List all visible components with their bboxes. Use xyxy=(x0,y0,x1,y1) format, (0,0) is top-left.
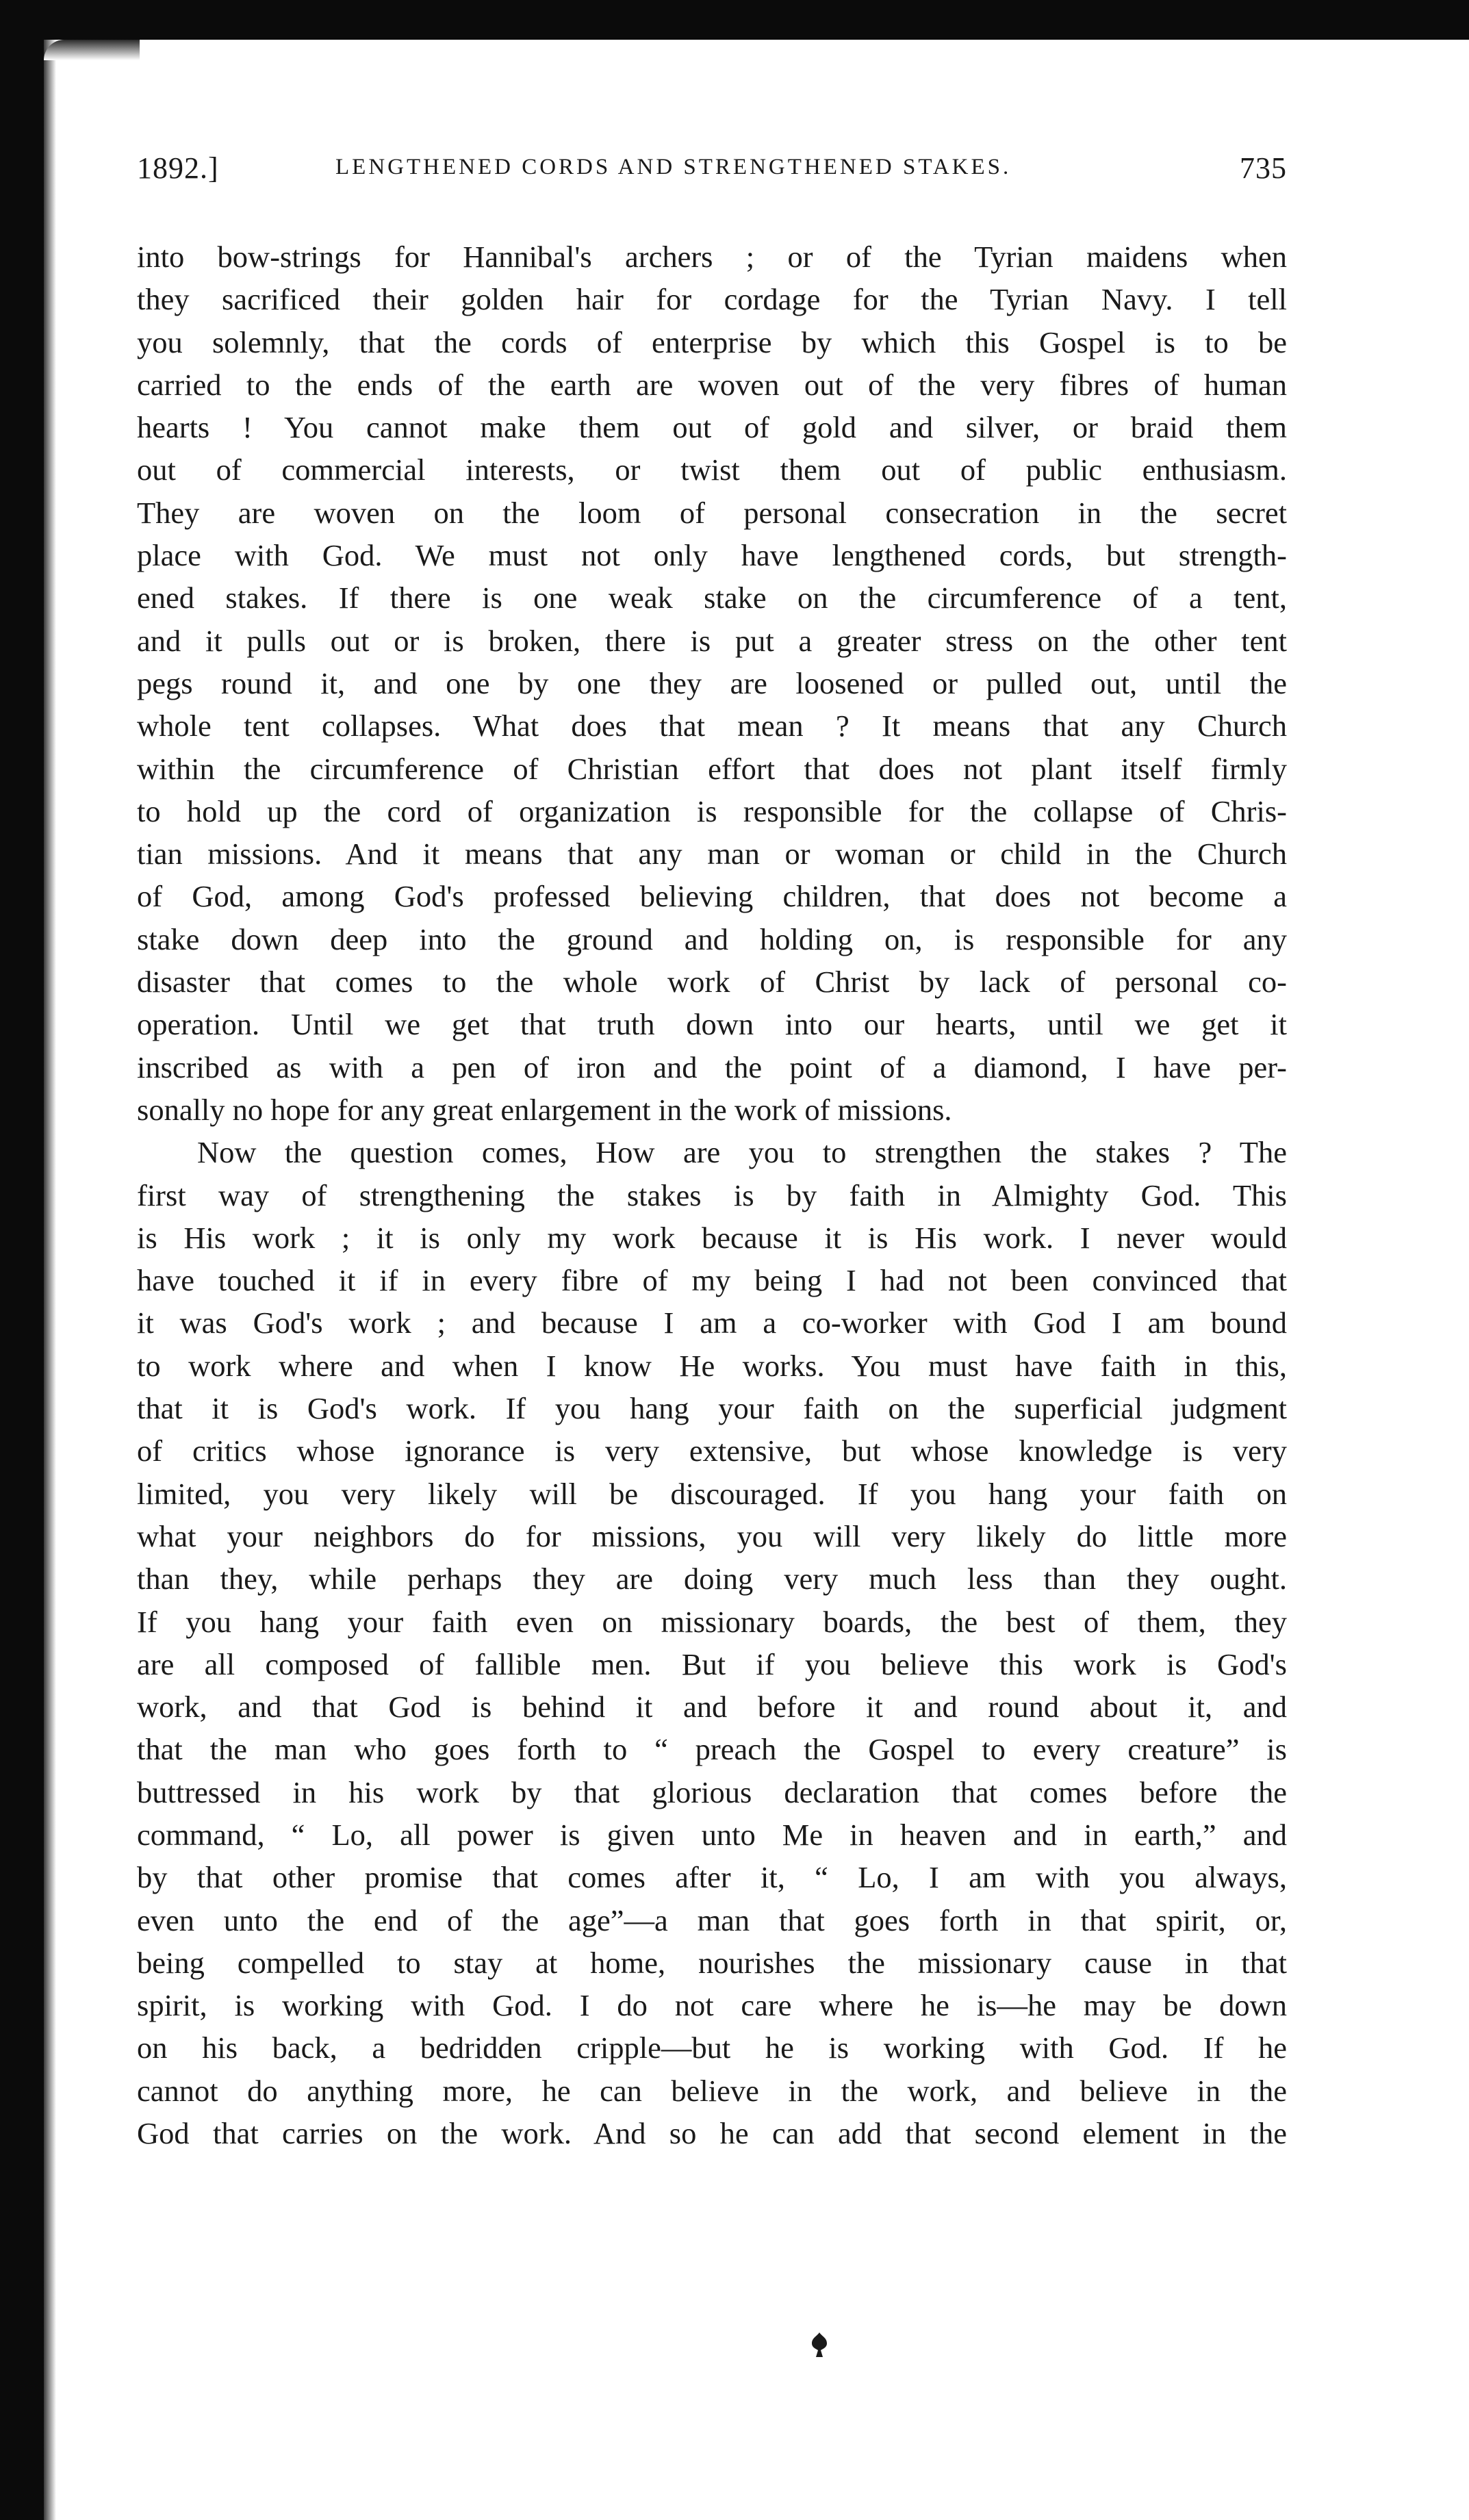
text-line: disaster that comes to the whole work of Christ by lack of personal co- xyxy=(137,965,1287,1000)
text-line: hearts ! You cannot make them out of gold and silver, or braid them xyxy=(137,410,1287,445)
text-line: to work where and when I know He works. You must have faith in this, xyxy=(137,1348,1287,1383)
text-line: command, “ Lo, all power is given unto Me in heaven and in earth,” and xyxy=(137,1817,1287,1852)
text-line: that the man who goes forth to “ preach the Gospel to every creature” is xyxy=(137,1732,1287,1767)
text-line: inscribed as with a pen of iron and the point of a diamond, I have per- xyxy=(137,1049,1287,1084)
printer-ornament-icon xyxy=(808,2331,831,2358)
text-line: carried to the ends of the earth are woven out of the very fibres of human xyxy=(137,367,1287,402)
scan-border-top xyxy=(0,0,1469,40)
text-line: of critics whose ignorance is very extensive, but whose knowledge is very xyxy=(137,1434,1287,1468)
text-line: whole tent collapses. What does that mean ? It means that any Church xyxy=(137,709,1287,743)
text-line: it was God's work ; and because I am a co-worker with God I am bound xyxy=(137,1306,1287,1340)
book-page xyxy=(137,137,1287,2154)
text-line: even unto the end of the age”—a man that goes forth in that spirit, or, xyxy=(137,1902,1287,1937)
text-line: have touched it if in every fibre of my being I had not been convinced that xyxy=(137,1263,1287,1298)
text-line: pegs round it, and one by one they are loosened or pulled out, until the xyxy=(137,665,1287,700)
text-line: spirit, is working with God. I do not care where he is—he may be down xyxy=(137,1988,1287,2023)
text-line: sonally no hope for any great enlargement in the work of missions. xyxy=(137,1092,952,1127)
text-line: ened stakes. If there is one weak stake on the circumference of a tent, xyxy=(137,581,1287,615)
running-head-title: LENGTHENED CORDS AND STRENGTHENED STAKES. xyxy=(335,155,1012,179)
text-line: place with God. We must not only have lengthened cords, but strength- xyxy=(137,538,1287,573)
text-line: than they, while perhaps they are doing very much less than they ought. xyxy=(137,1562,1287,1596)
text-line: out of commercial interests, or twist them out of public enthusiasm. xyxy=(137,453,1287,487)
text-line: is His work ; it is only my work because it is His work. I never would xyxy=(137,1220,1287,1255)
paragraph xyxy=(137,236,1287,1131)
text-line: by that other promise that comes after it, “ Lo, I am with you always, xyxy=(137,1860,1287,1895)
text-line: buttressed in his work by that glorious declaration that comes before the xyxy=(137,1774,1287,1809)
text-line: being compelled to stay at home, nourishes the missionary cause in that xyxy=(137,1945,1287,1980)
text-line: within the circumference of Christian effort that does not plant itself firmly xyxy=(137,751,1287,786)
scan-shadow-corner xyxy=(44,40,140,60)
running-head-year: 1892.] xyxy=(137,151,219,185)
text-line: and it pulls out or is broken, there is put a greater stress on the other tent xyxy=(137,623,1287,658)
text-line: limited, you very likely will be discouraged. If you hang your faith on xyxy=(137,1476,1287,1511)
text-line: operation. Until we get that truth down into our hearts, until we get it xyxy=(137,1007,1287,1042)
text-line: they sacrificed their golden hair for cordage for the Tyrian Navy. I tell xyxy=(137,282,1287,317)
paragraph xyxy=(137,1131,1287,2154)
text-line: They are woven on the loom of personal consecration in the secret xyxy=(137,495,1287,530)
running-head xyxy=(137,137,1287,192)
text-line: on his back, a bedridden cripple—but he is working with God. If he xyxy=(137,2031,1287,2065)
text-line: If you hang your faith even on missionary boards, the best of them, they xyxy=(137,1604,1287,1639)
text-line: God that carries on the work. And so he can add that second element in the xyxy=(137,2116,1287,2151)
text-line: what your neighbors do for missions, you will very likely do little more xyxy=(137,1518,1287,1553)
scan-shadow-left xyxy=(44,40,56,2520)
text-line: stake down deep into the ground and holding on, is responsible for any xyxy=(137,921,1287,956)
text-line: that it is God's work. If you hang your faith on the superficial judgment xyxy=(137,1391,1287,1426)
text-line: to hold up the cord of organization is responsible for the collapse of Chris- xyxy=(137,793,1287,828)
text-line: work, and that God is behind it and before it and round about it, and xyxy=(137,1690,1287,1724)
text-line: tian missions. And it means that any man or woman or child in the Church xyxy=(137,837,1287,871)
text-line: are all composed of fallible men. But if you believe this work is God's xyxy=(137,1646,1287,1681)
text-line: cannot do anything more, he can believe in the work, and believe in the xyxy=(137,2073,1287,2108)
text-line: first way of strengthening the stakes is by faith in Almighty God. This xyxy=(137,1178,1287,1212)
page-number: 735 xyxy=(1240,151,1287,185)
text-line: Now the question comes, How are you to strengthen the stakes ? The xyxy=(197,1135,1287,1170)
text-line: you solemnly, that the cords of enterprise by which this Gospel is to be xyxy=(137,324,1287,359)
body-text xyxy=(137,236,1287,2154)
text-line: into bow-strings for Hannibal's archers ; or of the Tyrian maidens when xyxy=(137,240,1287,274)
text-line: of God, among God's professed believing children, that does not become a xyxy=(137,879,1287,914)
scan-border-left xyxy=(0,0,44,2520)
